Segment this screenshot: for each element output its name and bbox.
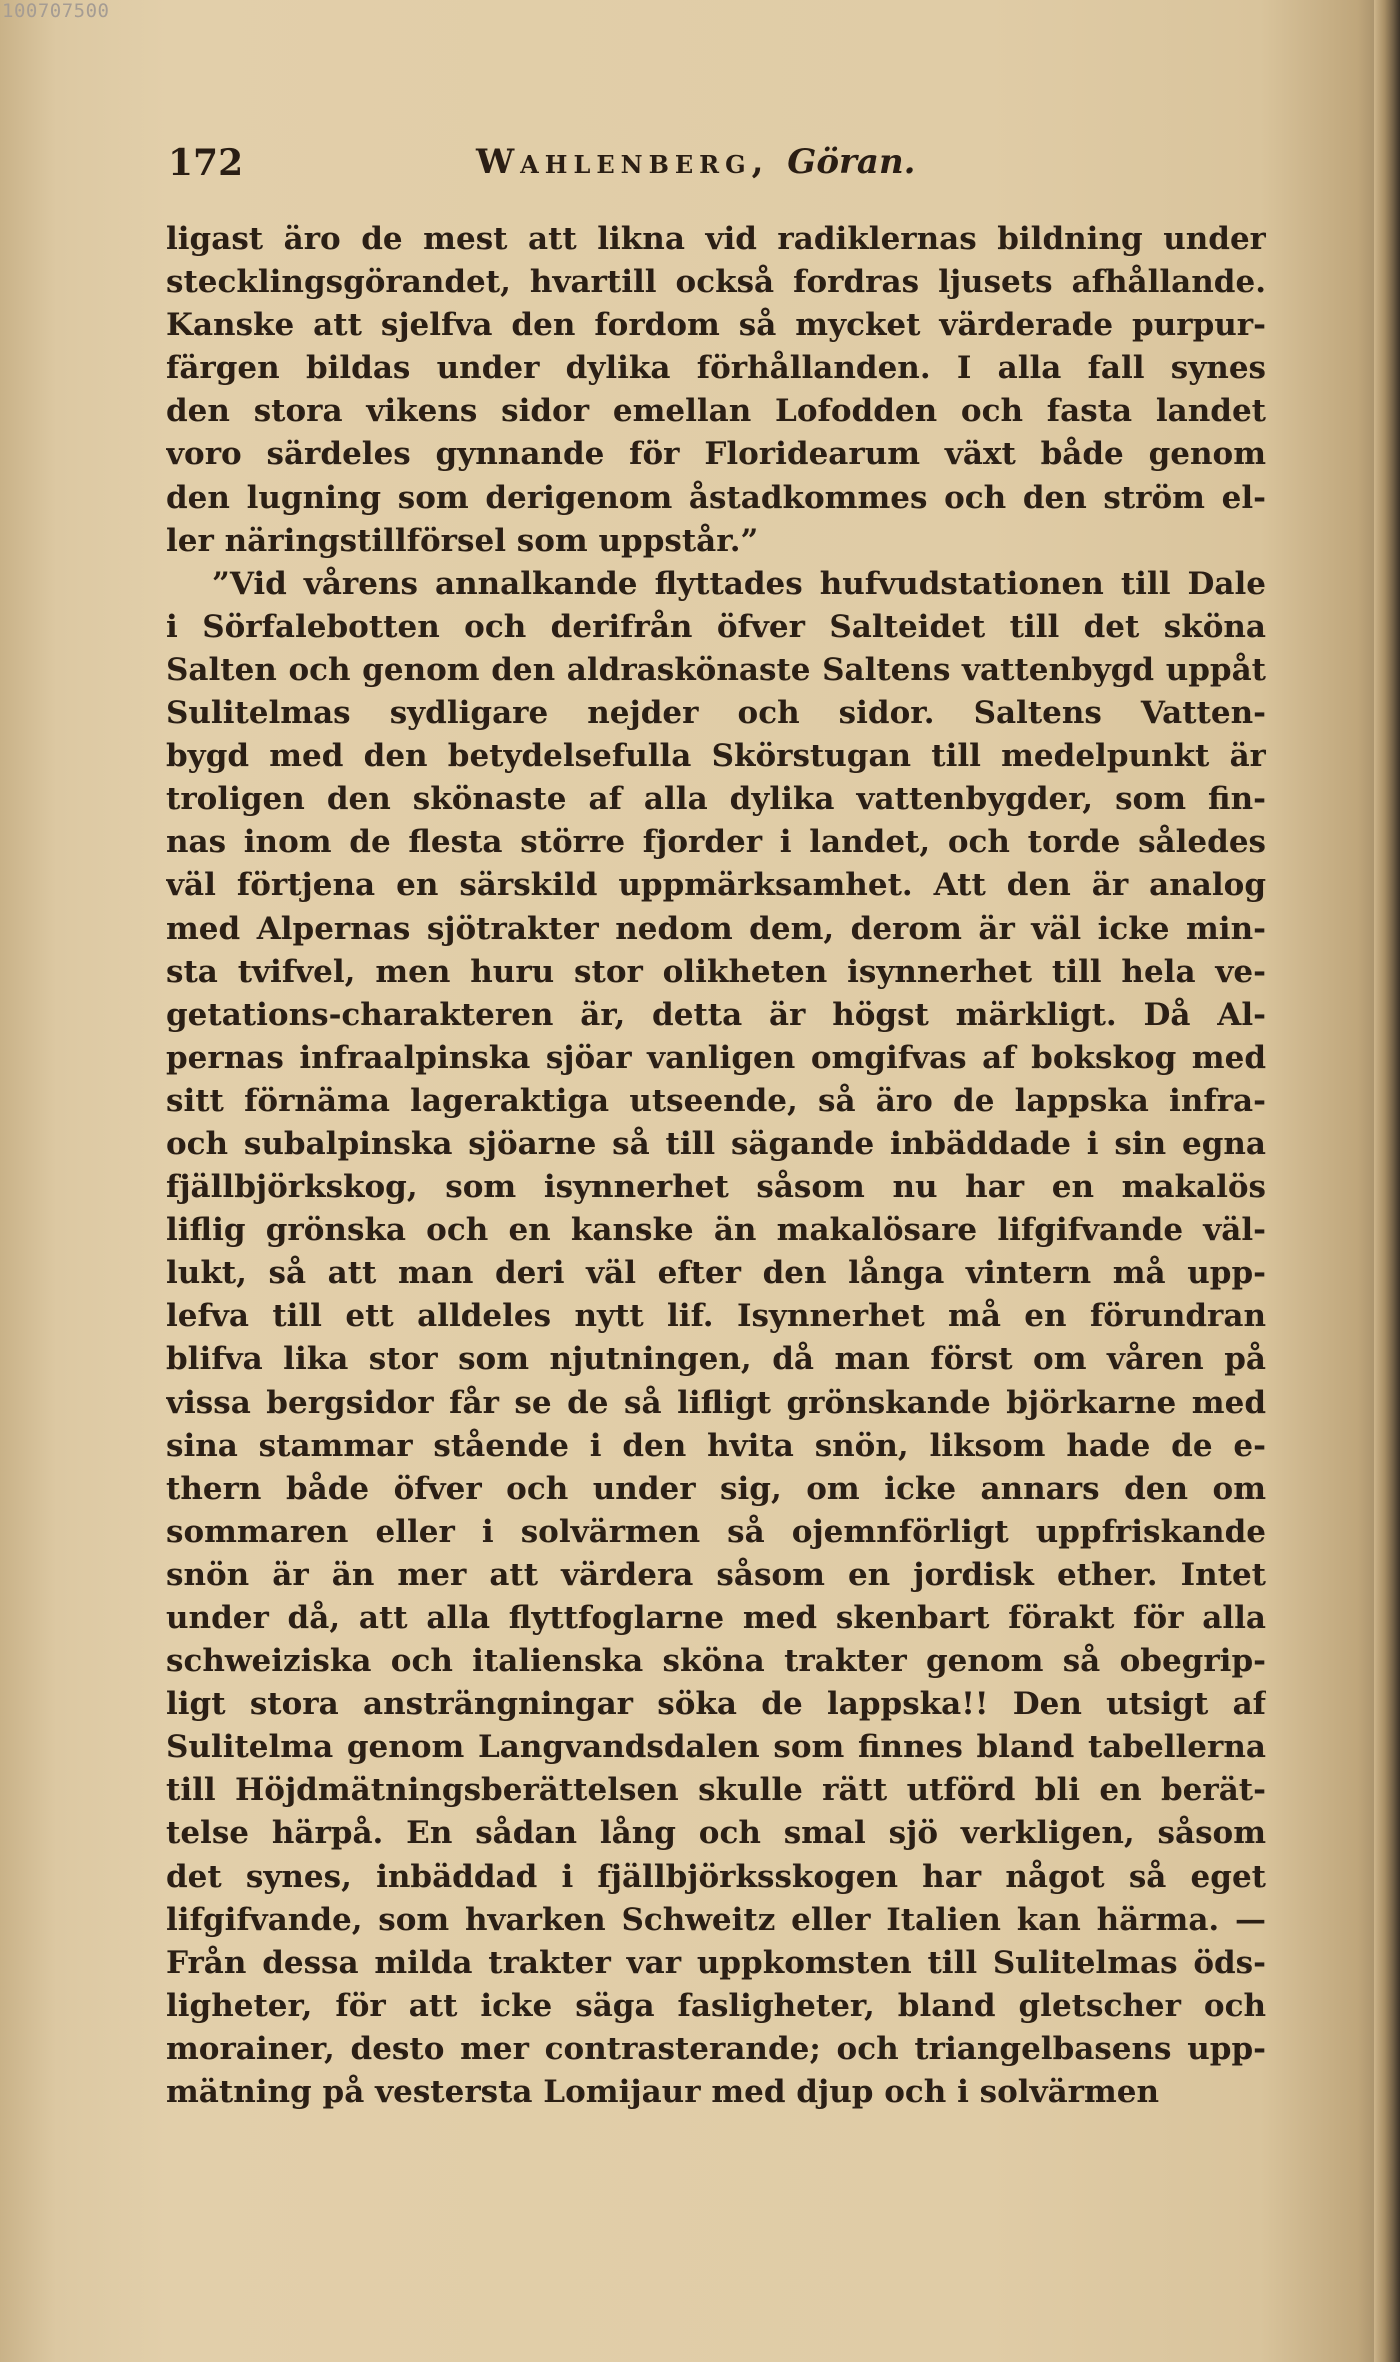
text-line: troligen den skönaste af alla dylika vattenbygder, som fin- [166,781,1266,818]
text-line: ligast äro de mest att likna vid radiklernas bildning under [166,221,1266,257]
page-edge [1374,0,1400,2362]
text-line: med Alpernas sjötrakter nedom dem, derom är väl icke min- [166,910,1266,947]
text-line: nas inom de flesta större fjorder i landet, och torde således [166,824,1266,861]
text-line: färgen bildas under dylika förhållanden. I alla fall synes [166,350,1266,387]
text-line: liflig grönska och en kanske än makalösare lifgifvande väl- [166,1212,1266,1249]
text-line: morainer, desto mer contrasterande; och triangelbasens upp- [166,2030,1266,2067]
text-line: sitt förnäma lageraktiga utseende, så äro de lappska infra- [166,1082,1266,1119]
text-line: stecklingsgörandet, hvartill också fordras ljusets afhållande. [166,264,1266,301]
text-line: blifva lika stor som njutningen, då man först om våren på [166,1341,1266,1378]
text-line: sina stammar stående i den hvita snön, liksom hade de e- [166,1427,1266,1464]
text-line: Kanske att sjelfva den fordom så mycket värderade purpur- [166,307,1266,344]
text-line: till Höjdmätningsberättelsen skulle rätt utförd bli en berät- [166,1772,1266,1809]
text-line: sta tvifvel, men huru stor olikheten isynnerhet till hela ve- [166,953,1266,990]
text-line: snön är än mer att värdera såsom en jordisk ether. Intet [166,1556,1266,1593]
text-line: den stora vikens sidor emellan Lofodden och fasta landet [166,393,1266,430]
scan-stamp: 100707500 [2,0,110,22]
text-line: schweiziska och italienska sköna trakter genom så obegrip- [166,1643,1266,1680]
author-surname: Wahlenberg, [476,142,770,182]
text-line: ligt stora ansträngningar söka de lappska!! Den utsigt af [166,1686,1266,1723]
text-line: telse härpå. En sådan lång och smal sjö verkligen, såsom [166,1815,1266,1852]
text-line: getations-charakteren är, detta är högst märkligt. Då Al- [166,996,1266,1033]
text-line: lukt, så att man deri väl efter den långa vintern må upp- [166,1255,1266,1292]
text-line: pernas infraalpinska sjöar vanligen omgifvas af bokskog med [166,1039,1266,1076]
text-line: bygd med den betydelsefulla Skörstugan till medelpunkt är [166,738,1266,775]
text-line: mätning på vestersta Lomijaur med djup och i solvärmen [166,2074,1160,2111]
text-line: Sulitelma genom Langvandsdalen som finnes bland tabellerna [166,1729,1266,1766]
author-given: Göran. [787,142,916,182]
text-line: lefva till ett alldeles nytt lif. Isynnerhet må en förundran [166,1298,1266,1335]
text-line: sommaren eller i solvärmen så ojemnförligt uppfriskande [166,1513,1266,1550]
page-number: 172 [168,142,244,184]
text-line: Från dessa milda trakter var uppkomsten till Sulitelmas öds- [166,1944,1266,1981]
page-header [168,136,1268,196]
text-line: väl förtjena en särskild uppmärksamhet. Att den är analog [166,867,1266,904]
text-line: lifgifvande, som hvarken Schweitz eller Italien kan härma. — [166,1901,1266,1938]
running-head [476,142,916,182]
text-line: den lugning som derigenom åstadkommes och den ström el- [166,479,1266,516]
text-line: fjällbjörkskog, som isynnerhet såsom nu har en makalös [166,1169,1266,1206]
text-line: voro särdeles gynnande för Floridearum växt både genom [166,436,1266,473]
text-line: och subalpinska sjöarne så till sägande inbäddade i sin egna [166,1125,1266,1162]
text-line: ligheter, för att icke säga fasligheter, bland gletscher och [166,1987,1266,2024]
text-line: det synes, inbäddad i fjällbjörksskogen har något så eget [166,1858,1266,1895]
text-line: thern både öfver och under sig, om icke annars den om [166,1470,1266,1507]
text-line: Salten och genom den aldraskönaste Saltens vattenbygd uppåt [166,651,1266,688]
text-line: i Sörfalebotten och derifrån öfver Salteidet till det sköna [166,608,1266,645]
text-line: Sulitelmas sydligare nejder och sidor. Saltens Vatten- [166,695,1266,732]
body-text [166,218,1266,2114]
text-line: vissa bergsidor får se de så lifligt grönskande björkarne med [166,1384,1266,1421]
text-line: ler näringstillförsel som uppstår.” [166,522,759,559]
text-line: ”Vid vårens annalkande flyttades hufvudstationen till Dale [212,565,1266,602]
text-line: under då, att alla flyttfoglarne med skenbart förakt för alla [166,1600,1266,1636]
